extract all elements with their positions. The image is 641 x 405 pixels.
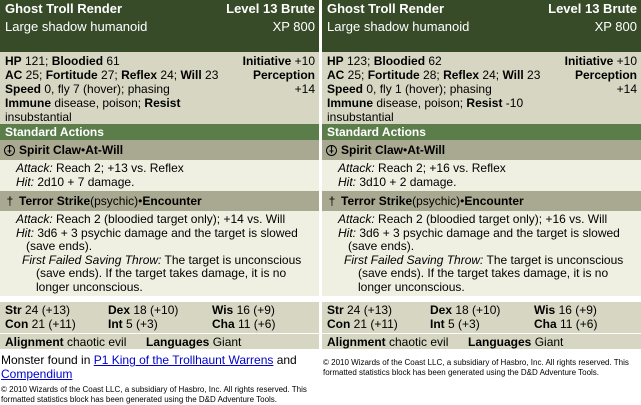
power-header-terror-strike: † Terror Strike (psychic) • Encounter — [0, 191, 319, 211]
monster-type: Large shadow humanoid — [327, 19, 470, 34]
defense-stats — [0, 52, 319, 124]
power-body-spirit-claw: Attack: Reach 2; +13 vs. Reflex Hit: 2d10 + 7 damage. — [0, 160, 319, 191]
monster-name: Ghost Troll Render — [327, 1, 445, 16]
perception: Perception +14 — [574, 68, 637, 96]
monster-source: Monster found in P1 King of the Trollhaunt Warrens and Compendium — [1, 353, 297, 381]
immune-line: Immune disease, poison; Resist insubstantial — [5, 96, 181, 124]
monster-level: Level 13 Brute — [226, 1, 315, 16]
stat-block-header — [0, 0, 319, 52]
alignment-line: Alignment chaotic evil Languages Giant — [0, 333, 319, 349]
section-standard-actions: Standard Actions — [322, 124, 641, 140]
stat-block-header — [322, 0, 641, 52]
power-header-spirit-claw: ⸸ Spirit Claw • At-Will — [322, 140, 641, 160]
initiative: Initiative +10 — [564, 54, 637, 68]
monster-type: Large shadow humanoid — [5, 19, 148, 34]
power-body-terror-strike: Attack: Reach 2 (bloodied target only); +14 vs. Will Hit: 3d6 + 3 psychic damage and the target is slowed (save ends). First Failed Saving Throw: The target is unconscious (save ends). If the target takes damage, it is no longer unconscious. — [0, 211, 319, 296]
dagger-icon: † — [328, 194, 336, 208]
power-body-spirit-claw: Attack: Reach 2; +16 vs. Reflex Hit: 3d10 + 2 damage. — [322, 160, 641, 191]
monster-level: Level 13 Brute — [548, 1, 637, 16]
dagger-icon: † — [6, 194, 14, 208]
circled-dagger-icon: ⸸ — [4, 145, 15, 156]
power-header-spirit-claw: ⸸ Spirit Claw • At-Will — [0, 140, 319, 160]
stat-block-left — [0, 0, 319, 381]
speed-line: Speed 0, fly 1 (hover); phasing — [327, 82, 492, 96]
hp-line: HP 121; Bloodied 61 — [5, 54, 120, 68]
source-link-compendium[interactable]: Compendium — [1, 367, 73, 381]
perception: Perception +14 — [252, 68, 315, 96]
defenses-line: AC 25; Fortitude 28; Reflex 24; Will 23 — [327, 68, 541, 82]
defenses-line: AC 25; Fortitude 27; Reflex 24; Will 23 — [5, 68, 219, 82]
hp-line: HP 123; Bloodied 62 — [327, 54, 442, 68]
stat-block-right — [322, 0, 641, 349]
ability-scores: Str 24 (+13) Dex 18 (+10) Wis 16 (+9) Con 21 (+11) Int 5 (+3) Cha 11 (+6) — [322, 302, 641, 333]
defense-stats — [322, 52, 641, 124]
speed-line: Speed 0, fly 7 (hover); phasing — [5, 82, 170, 96]
alignment-line: Alignment chaotic evil Languages Giant — [322, 333, 641, 349]
ability-scores: Str 24 (+13) Dex 18 (+10) Wis 16 (+9) Con 21 (+11) Int 5 (+3) Cha 11 (+6) — [0, 302, 319, 333]
monster-name: Ghost Troll Render — [5, 1, 123, 16]
section-standard-actions: Standard Actions — [0, 124, 319, 140]
copyright-notice-right: © 2010 Wizards of the Coast LLC, a subsidiary of Hasbro, Inc. All rights reserved. This formatted statistics block has been generated using the D&D Adventure Tools. — [323, 358, 629, 377]
monster-xp: XP 800 — [272, 19, 315, 34]
monster-xp: XP 800 — [594, 19, 637, 34]
initiative: Initiative +10 — [242, 54, 315, 68]
power-body-terror-strike: Attack: Reach 2 (bloodied target only); +16 vs. Will Hit: 3d6 + 3 psychic damage and the target is slowed (save ends). First Failed Saving Throw: The target is unconscious (save ends). If the target takes damage, it is no longer unconscious. — [322, 211, 641, 296]
immune-line: Immune disease, poison; Resist -10 insubstantial — [327, 96, 524, 124]
power-header-terror-strike: † Terror Strike (psychic) • Encounter — [322, 191, 641, 211]
source-link-p1[interactable]: P1 King of the Trollhaunt Warrens — [93, 353, 274, 367]
circled-dagger-icon: ⸸ — [326, 145, 337, 156]
copyright-notice-left: © 2010 Wizards of the Coast LLC, a subsidiary of Hasbro, Inc. All rights reserved. This formatted statistics block has been generated using the D&D Adventure Tools. — [1, 385, 307, 404]
